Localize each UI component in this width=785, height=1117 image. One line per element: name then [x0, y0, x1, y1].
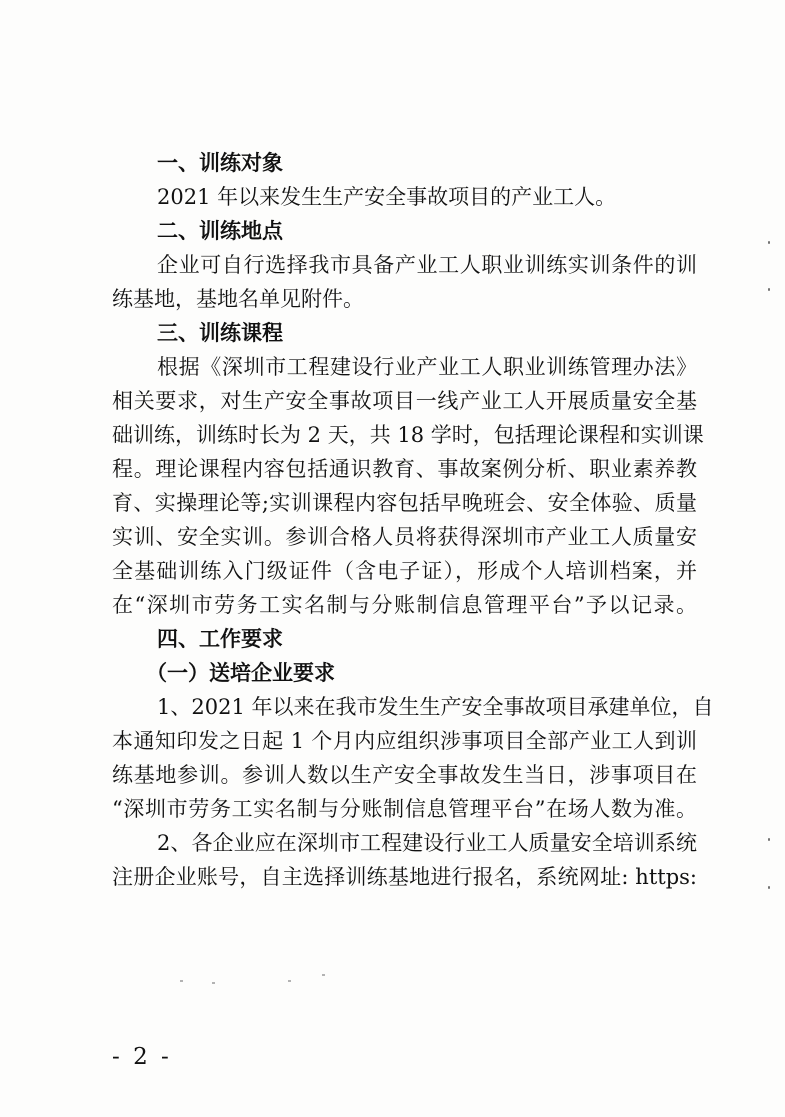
paragraph-line: 2021 年以来发生生产安全事故项目的产业工人。 [157, 185, 617, 209]
scan-mark [768, 288, 770, 291]
paragraph-line: 相关要求，对生产安全事故项目一线产业工人开展质量安全基 [112, 389, 697, 413]
scan-speck [180, 980, 183, 982]
scan-mark [768, 886, 770, 889]
page-number: - 2 - [112, 1044, 172, 1070]
subsection-heading-enterprise-requirements: （一）送培企业要求 [146, 660, 335, 685]
section-heading-training-location: 二、训练地点 [157, 219, 283, 243]
section-heading-training-courses: 三、训练课程 [157, 321, 283, 345]
scan-speck [322, 974, 325, 976]
paragraph-line: 注册企业账号，自主选择训练基地进行报名，系统网址: https: [112, 865, 697, 889]
paragraph-line: 根据《深圳市工程建设行业产业工人职业训练管理办法》 [157, 355, 697, 379]
scan-mark [768, 838, 770, 841]
paragraph-line: 企业可自行选择我市具备产业工人职业训练实训条件的训 [157, 253, 697, 277]
paragraph-line: 2、各企业应在深圳市工程建设行业工人质量安全培训系统 [157, 831, 697, 855]
paragraph-line: 础训练，训练时长为 2 天，共 18 学时，包括理论课程和实训课 [112, 423, 704, 447]
paragraph-line: 实训、安全实训。参训合格人员将获得深圳市产业工人质量安 [112, 525, 697, 549]
paragraph-line: 在“深圳市劳务工实名制与分账制信息管理平台”予以记录。 [112, 593, 697, 617]
paragraph-line: 练基地，基地名单见附件。 [112, 287, 364, 311]
scan-speck [212, 982, 215, 984]
paragraph-line: 练基地参训。参训人数以生产安全事故发生当日，涉事项目在 [112, 763, 697, 787]
scan-speck [288, 980, 291, 982]
paragraph-line: 1、2021 年以来在我市发生生产安全事故项目承建单位，自 [157, 695, 714, 719]
paragraph-line: 本通知印发之日起 1 个月内应组织涉事项目全部产业工人到训 [112, 729, 697, 753]
section-heading-training-targets: 一、训练对象 [157, 151, 283, 175]
document-body [112, 146, 714, 894]
scan-mark [768, 241, 770, 244]
paragraph-line: 育、实操理论等;实训课程内容包括早晚班会、安全体验、质量 [112, 491, 697, 515]
paragraph-line: “深圳市劳务工实名制与分账制信息管理平台”在场人数为准。 [112, 797, 697, 821]
paragraph-line: 全基础训练入门级证件（含电子证），形成个人培训档案，并 [112, 559, 697, 583]
section-heading-work-requirements: 四、工作要求 [157, 627, 283, 651]
paragraph-line: 程。理论课程内容包括通识教育、事故案例分析、职业素养教 [112, 457, 697, 481]
